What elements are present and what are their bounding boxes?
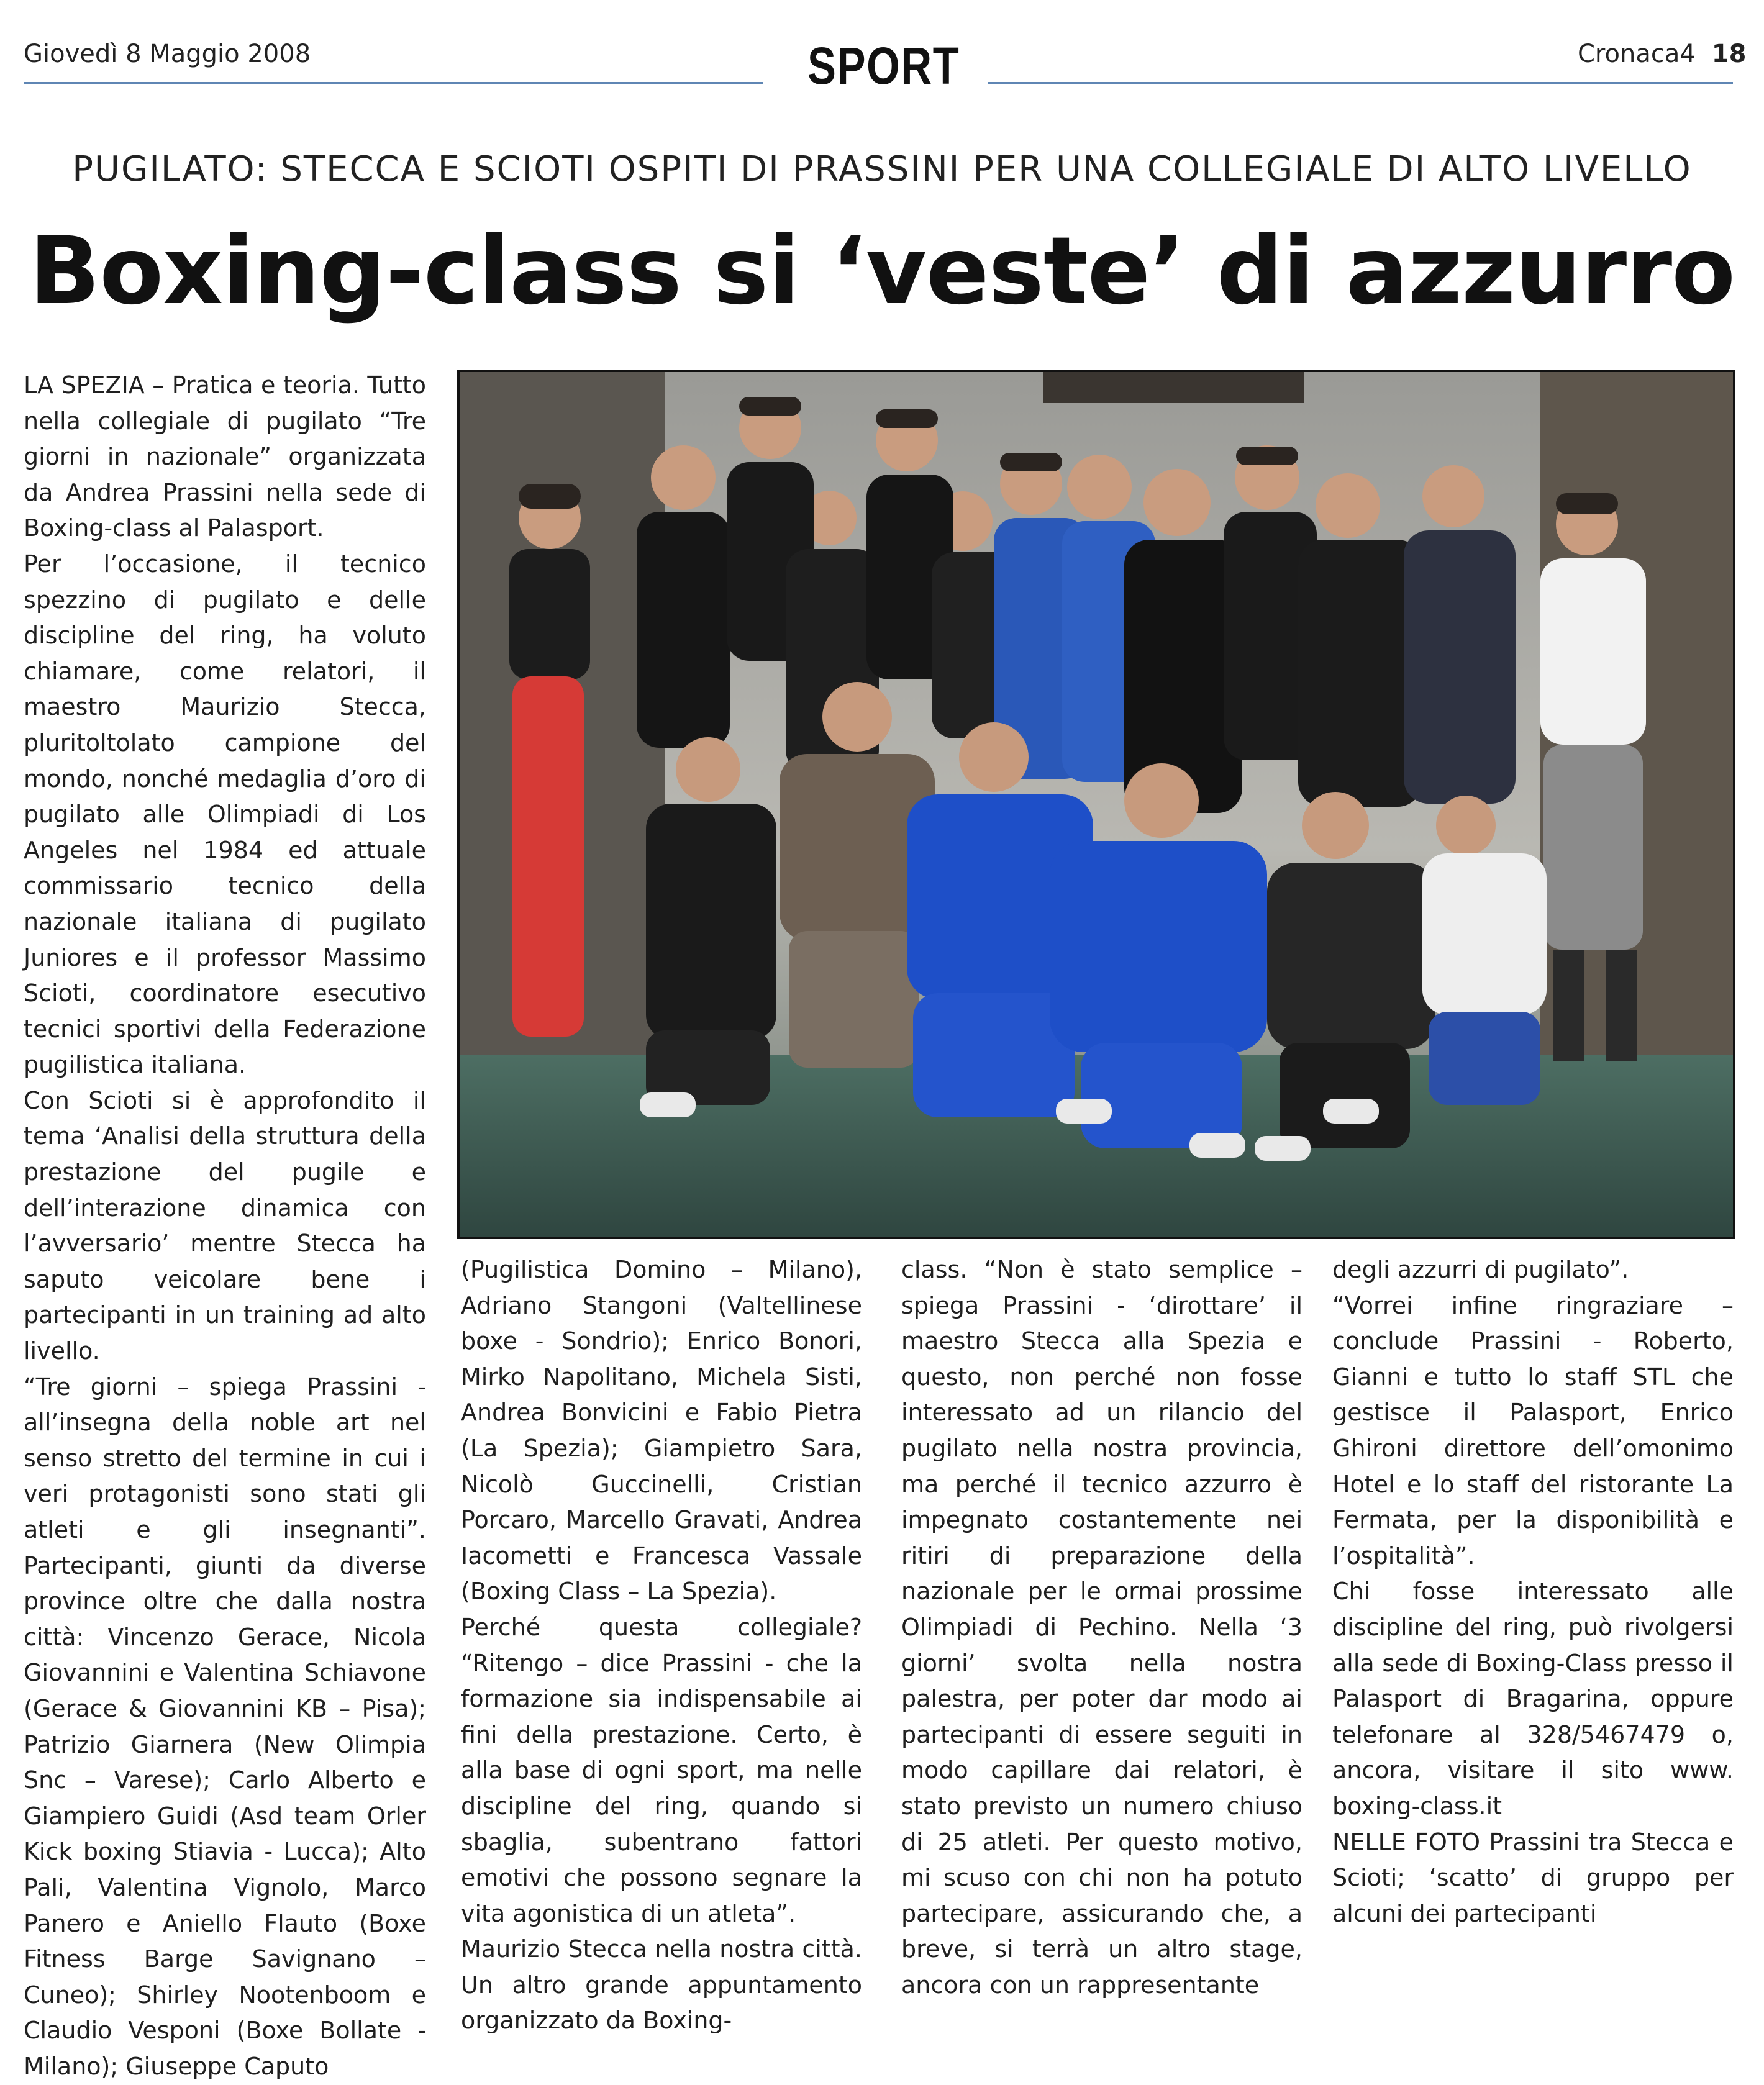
paragraph: Maurizio Stecca nella nostra città. Un altro grande appuntamento organizzato da Boxing- (461, 1935, 862, 2035)
header-rule-left (24, 82, 763, 84)
article-column-3 (901, 1252, 1303, 2003)
page-info (1578, 40, 1746, 68)
photo-caption: NELLE FOTO Prassini tra Stecca e Scioti; ‘scatto’ di gruppo per alcuni dei partecipanti (1332, 1828, 1734, 1927)
article-kicker: PUGILATO: STECCA E SCIOTI OSPITI DI PRASSINI PER UNA COLLEGIALE DI ALTO LIVELLO (72, 149, 1692, 189)
paragraph: (Pugilistica Domino – Milano), Adriano Stangoni (Valtellinese boxe - Sondrio); Enrico Bonori, Mirko Napolitano, Michela Sisti, Andrea Bonvicini e Fabio Pietra (La Spezia); Giampietro Sara, Nicolò Guccinelli, Cristian Porcaro, Marcello Gravati, Andrea Iacometti e Francesca Vassale (Boxing Class – La Spezia). (461, 1256, 862, 1606)
paragraph: degli azzurri di pugilato”. (1332, 1256, 1629, 1283)
page-number: 18 (1711, 40, 1747, 68)
group-photo-icon (460, 372, 1733, 1237)
article-headline: Boxing-class si ‘veste’ di azzurro (29, 217, 1735, 325)
header-rule-right (988, 82, 1733, 84)
issue-date: Giovedì 8 Maggio 2008 (24, 40, 311, 68)
paragraph: LA SPEZIA – Pratica e teoria. Tutto nella collegiale di pugilato “Tre giorni in nazionale” organizzata da Andrea Prassini nella sede di Boxing-class al Palasport. (24, 371, 426, 542)
group-photo-boxers (457, 370, 1735, 1239)
paragraph: Per l’occasione, il tecnico spezzino di pugilato e delle discipline del ring, ha voluto chiamare, come relatori, il maestro Maurizio Stecca, pluritoltolato campione del mondo, nonché medaglia d’oro di pugilato alle Olimpiadi di Los Angeles nel 1984 ed attuale commissario tecnico della nazionale italiana di pugilato Juniores e il professor Massimo Scioti, coordinatore esecutivo tecnici sportivi della Federazione pugilistica italiana. (24, 550, 426, 1079)
article-column-4 (1332, 1252, 1734, 1932)
article-column-2 (461, 1252, 862, 2039)
paragraph: Perché questa collegiale? “Ritengo – dice Prassini - che la formazione sia indispensabile ai fini della prestazione. Certo, è alla base di ogni sport, ma nelle discipline del ring, quando si sbaglia, subentrano fattori emotivi che possono segnare la vita agonistica di un atleta”. (461, 1613, 862, 1927)
section-title: SPORT (807, 37, 960, 95)
edition-label: Cronaca4 (1578, 40, 1696, 68)
paragraph: Chi fosse interessato alle discipline del ring, può rivolgersi alla sede di Boxing-Class presso il Palasport di Bragarina, oppure telefonare al 328/5467479 o, ancora, visitare il sito www. boxing-class.it (1332, 1578, 1734, 1820)
paragraph: “Tre giorni – spiega Prassini - all’insegna della noble art nel senso stretto del termine in cui i veri protagonisti sono stati gli atleti e gli insegnanti”. Partecipanti, giunti da diverse province oltre che dalla nostra città: Vincenzo Gerace, Nicola Giovannini e Valentina Schiavone (Gerace & Giovannini KB – Pisa); Patrizio Giarnera (New Olimpia Snc – Varese); Carlo Alberto e Giampiero Guidi (Asd team Orler Kick boxing Stiavia - Lucca); Alto Pali, Valentina Vignolo, Marco Panero e Aniello Flauto (Boxe Fitness Barge Savignano – Cuneo); Shirley Nootenboom e Claudio Vesponi (Boxe Bollate - Milano); Giuseppe Caputo (24, 1373, 426, 2080)
article-column-1 (24, 368, 426, 2085)
paragraph: class. “Non è stato semplice – spiega Prassini - ‘dirottare’ il maestro Stecca alla Spezia e questo, non perché non fosse interessato ad un rilancio del pugilato nella nostra provincia, ma perché il tecnico azzurro è impegnato costantemente nei ritiri di preparazione della nazionale per le ormai prossime Olimpiadi di Pechino. Nella ‘3 giorni’ svolta nella nostra palestra, per poter dar modo ai partecipanti di essere seguiti in modo capillare dai relatori, è stato previsto un numero chiuso di 25 atleti. Per questo motivo, mi scuso con chi non ha potuto partecipare, assicurando che, a breve, si terrà un altro stage, ancora con un rappresentante (901, 1256, 1303, 1999)
paragraph: “Vorrei infine ringraziare – conclude Prassini - Roberto, Gianni e tutto lo staff STL che gestisce il Palasport, Enrico Ghironi direttore dell’omonimo Hotel e lo staff del ristorante La Fermata, per la disponibilità e l’ospitalità”. (1332, 1291, 1734, 1569)
paragraph: Con Scioti si è approfondito il tema ‘Analisi della struttura della prestazione del pugile e dell’interazione dinamica con l’avversario’ mentre Stecca ha saputo veicolare bene i partecipanti in un training ad alto livello. (24, 1086, 426, 1365)
